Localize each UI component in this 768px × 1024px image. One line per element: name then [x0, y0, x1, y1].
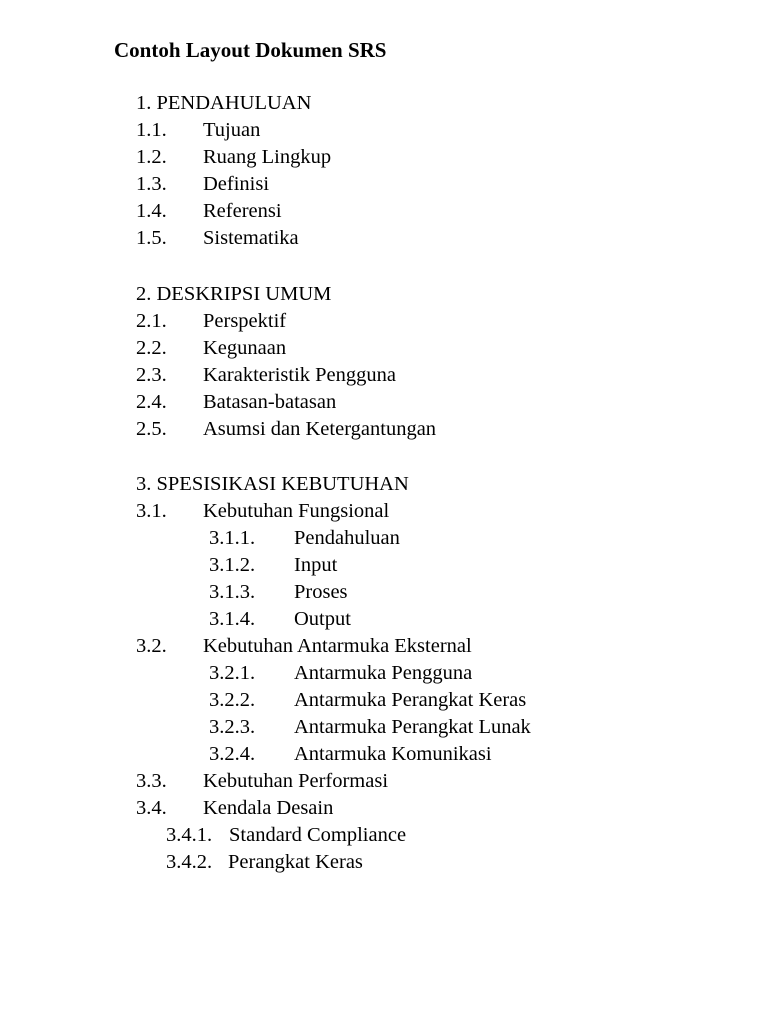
item-text: Ruang Lingkup	[203, 146, 332, 168]
item-number: 3.1.1.	[209, 527, 256, 549]
document-title: Contoh Layout Dokumen SRS	[114, 38, 387, 62]
item-number: 2.4.	[136, 391, 167, 413]
section-heading: 2. DESKRIPSI UMUM	[136, 283, 332, 305]
item-text: Perangkat Keras	[228, 851, 363, 873]
section-heading: 1. PENDAHULUAN	[136, 92, 312, 114]
item-text: Antarmuka Perangkat Keras	[294, 689, 527, 711]
item-text: Kebutuhan Fungsional	[203, 500, 390, 522]
item-text: Sistematika	[203, 227, 299, 249]
item-text: Definisi	[203, 173, 270, 195]
item-text: Input	[294, 554, 338, 576]
item-text: Referensi	[203, 200, 282, 222]
item-text: Asumsi dan Ketergantungan	[203, 418, 437, 440]
item-number: 1.2.	[136, 146, 167, 168]
item-number: 3.2.1.	[209, 662, 256, 684]
item-text: Kendala Desain	[203, 797, 334, 819]
item-number: 2.3.	[136, 364, 167, 386]
item-text: Proses	[294, 581, 348, 603]
section-heading: 3. SPESISIKASI KEBUTUHAN	[136, 473, 409, 495]
item-text: Kegunaan	[203, 337, 287, 359]
item-number: 2.2.	[136, 337, 167, 359]
item-number: 3.4.	[136, 797, 167, 819]
item-number: 3.2.2.	[209, 689, 256, 711]
item-number: 1.4.	[136, 200, 167, 222]
item-number: 3.1.	[136, 500, 167, 522]
item-text: Pendahuluan	[294, 527, 400, 549]
item-number: 3.1.2.	[209, 554, 256, 576]
item-number: 3.4.1.	[166, 824, 213, 846]
item-text: Kebutuhan Performasi	[203, 770, 389, 792]
item-text: Antarmuka Pengguna	[294, 662, 473, 684]
item-number: 1.5.	[136, 227, 167, 249]
item-number: 3.1.3.	[209, 581, 256, 603]
item-number: 1.1.	[136, 119, 167, 141]
item-number: 3.4.2.	[166, 851, 213, 873]
item-text: Antarmuka Komunikasi	[294, 743, 492, 765]
item-text: Standard Compliance	[229, 824, 407, 846]
item-number: 2.5.	[136, 418, 167, 440]
item-number: 3.2.	[136, 635, 167, 657]
item-text: Output	[294, 608, 351, 630]
item-number: 3.1.4.	[209, 608, 256, 630]
item-number: 2.1.	[136, 310, 167, 332]
item-number: 1.3.	[136, 173, 167, 195]
item-text: Perspektif	[203, 310, 287, 332]
item-number: 3.2.3.	[209, 716, 256, 738]
item-number: 3.2.4.	[209, 743, 256, 765]
item-text: Kebutuhan Antarmuka Eksternal	[203, 635, 472, 657]
item-text: Tujuan	[203, 119, 261, 141]
item-text: Batasan-batasan	[203, 391, 337, 413]
item-text: Karakteristik Pengguna	[203, 364, 396, 386]
item-text: Antarmuka Perangkat Lunak	[294, 716, 531, 738]
item-number: 3.3.	[136, 770, 167, 792]
